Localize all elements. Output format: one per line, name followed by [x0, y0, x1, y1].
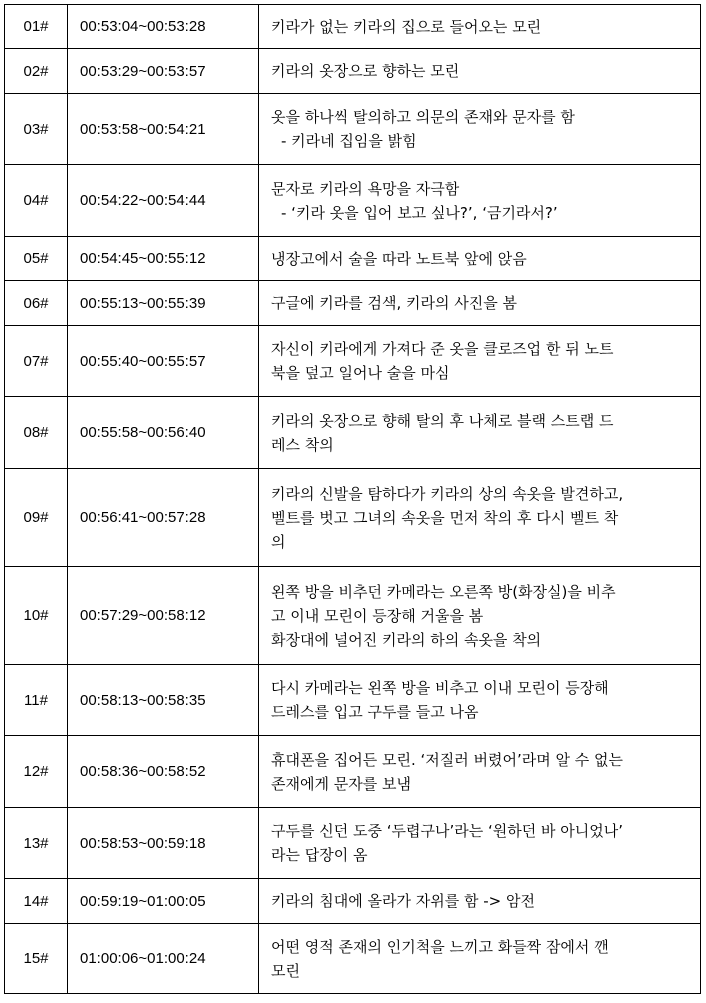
scene-table	[4, 4, 701, 994]
timecode: 00:53:29~00:53:57	[68, 49, 259, 94]
scene-description	[259, 237, 701, 281]
timecode: 00:58:36~00:58:52	[68, 736, 259, 808]
scene-description	[259, 281, 701, 326]
scene-number: 15#	[5, 924, 68, 994]
description-line: 구두를 신던 도중 ‘두렵구나’라는 ‘원하던 바 아니었나’	[271, 822, 623, 840]
description-line: 레스 착의	[271, 435, 334, 454]
timecode: 00:53:04~00:53:28	[68, 5, 259, 49]
scene-description	[259, 49, 701, 94]
description-line: 키라의 옷장으로 향하는 모린	[271, 62, 460, 80]
timecode: 00:56:41~00:57:28	[68, 469, 259, 567]
description-line: 문자로 키라의 욕망을 자극함	[271, 179, 460, 198]
timecode: 00:58:13~00:58:35	[68, 665, 259, 736]
description-line: 키라가 없는 키라의 집으로 들어오는 모린	[271, 17, 542, 36]
timecode: 00:54:22~00:54:44	[68, 165, 259, 237]
table-row	[5, 879, 701, 924]
table-row	[5, 49, 701, 94]
table-row	[5, 326, 701, 397]
table-row	[5, 808, 701, 879]
table-row	[5, 665, 701, 736]
table-row	[5, 924, 701, 994]
scene-description	[259, 567, 701, 665]
scene-number: 11#	[5, 665, 68, 736]
scene-description	[259, 94, 701, 165]
table-row	[5, 397, 701, 469]
description-line: 키라의 침대에 올라가 자위를 함 -> 암전	[271, 892, 535, 910]
scene-description	[259, 665, 701, 736]
scene-number: 08#	[5, 397, 68, 469]
scene-number: 03#	[5, 94, 68, 165]
scene-description	[259, 469, 701, 567]
scene-number: 14#	[5, 879, 68, 924]
scene-description	[259, 808, 701, 879]
description-line: 왼쪽 방을 비추던 카메라는 오른쪽 방(화장실)을 비추	[271, 582, 616, 601]
timecode: 00:53:58~00:54:21	[68, 94, 259, 165]
description-line: 냉장고에서 술을 따라 노트북 앞에 앉음	[271, 249, 527, 268]
scene-number: 01#	[5, 5, 68, 49]
scene-number: 10#	[5, 567, 68, 665]
scene-description	[259, 879, 701, 924]
scene-description	[259, 5, 701, 49]
scene-number: 09#	[5, 469, 68, 567]
description-line: 북을 덮고 일어나 술을 마심	[271, 364, 450, 382]
timecode: 00:55:40~00:55:57	[68, 326, 259, 397]
table-row	[5, 237, 701, 281]
scene-number: 07#	[5, 326, 68, 397]
scene-table-body	[5, 5, 701, 994]
scene-number: 05#	[5, 237, 68, 281]
timecode: 00:58:53~00:59:18	[68, 808, 259, 879]
description-line: 모린	[271, 961, 300, 980]
table-row	[5, 736, 701, 808]
description-line: 키라의 신발을 탐하다가 키라의 상의 속옷을 발견하고,	[271, 484, 624, 503]
timecode: 00:54:45~00:55:12	[68, 237, 259, 281]
description-line: 드레스를 입고 구두를 들고 나옴	[271, 703, 479, 721]
table-row	[5, 567, 701, 665]
timecode: 01:00:06~01:00:24	[68, 924, 259, 994]
description-line: 휴대폰을 집어든 모린. ‘저질러 버렸어’라며 알 수 없는	[271, 750, 623, 769]
description-line: 화장대에 널어진 키라의 하의 속옷을 착의	[271, 630, 542, 649]
description-line: 옷을 하나씩 탈의하고 의문의 존재와 문자를 함	[271, 108, 575, 126]
timecode: 00:55:13~00:55:39	[68, 281, 259, 326]
scene-number: 02#	[5, 49, 68, 94]
scene-number: 06#	[5, 281, 68, 326]
description-line: 어떤 영적 존재의 인기척을 느끼고 화들짝 잠에서 깬	[271, 937, 609, 956]
description-line: - ‘키라 옷을 입어 보고 싶나?’, ‘금기라서?’	[281, 203, 558, 222]
description-line: 자신이 키라에게 가져다 준 옷을 클로즈업 한 뒤 노트	[271, 340, 614, 358]
scene-number: 13#	[5, 808, 68, 879]
scene-number: 04#	[5, 165, 68, 237]
timecode: 00:59:19~01:00:05	[68, 879, 259, 924]
description-line: 고 이내 모린이 등장해 거울을 봄	[271, 606, 484, 625]
description-line: 라는 답장이 옴	[271, 846, 368, 864]
scene-description	[259, 165, 701, 237]
description-line: 키라의 옷장으로 향해 탈의 후 나체로 블랙 스트랩 드	[271, 411, 614, 430]
scene-number: 12#	[5, 736, 68, 808]
table-row	[5, 281, 701, 326]
description-line: - 키라네 집임을 밝힘	[281, 132, 417, 150]
table-row	[5, 94, 701, 165]
timecode: 00:57:29~00:58:12	[68, 567, 259, 665]
scene-description	[259, 736, 701, 808]
description-line: 벨트를 벗고 그녀의 속옷을 먼저 착의 후 다시 벨트 착	[271, 508, 619, 527]
description-line: 구글에 키라를 검색, 키라의 사진을 봄	[271, 294, 517, 312]
description-line: 의	[271, 532, 286, 551]
table-row	[5, 165, 701, 237]
scene-description	[259, 326, 701, 397]
description-line: 존재에게 문자를 보냄	[271, 774, 411, 793]
timecode: 00:55:58~00:56:40	[68, 397, 259, 469]
description-line: 다시 카메라는 왼쪽 방을 비추고 이내 모린이 등장해	[271, 679, 609, 697]
table-row	[5, 5, 701, 49]
table-row	[5, 469, 701, 567]
scene-description	[259, 397, 701, 469]
scene-description	[259, 924, 701, 994]
